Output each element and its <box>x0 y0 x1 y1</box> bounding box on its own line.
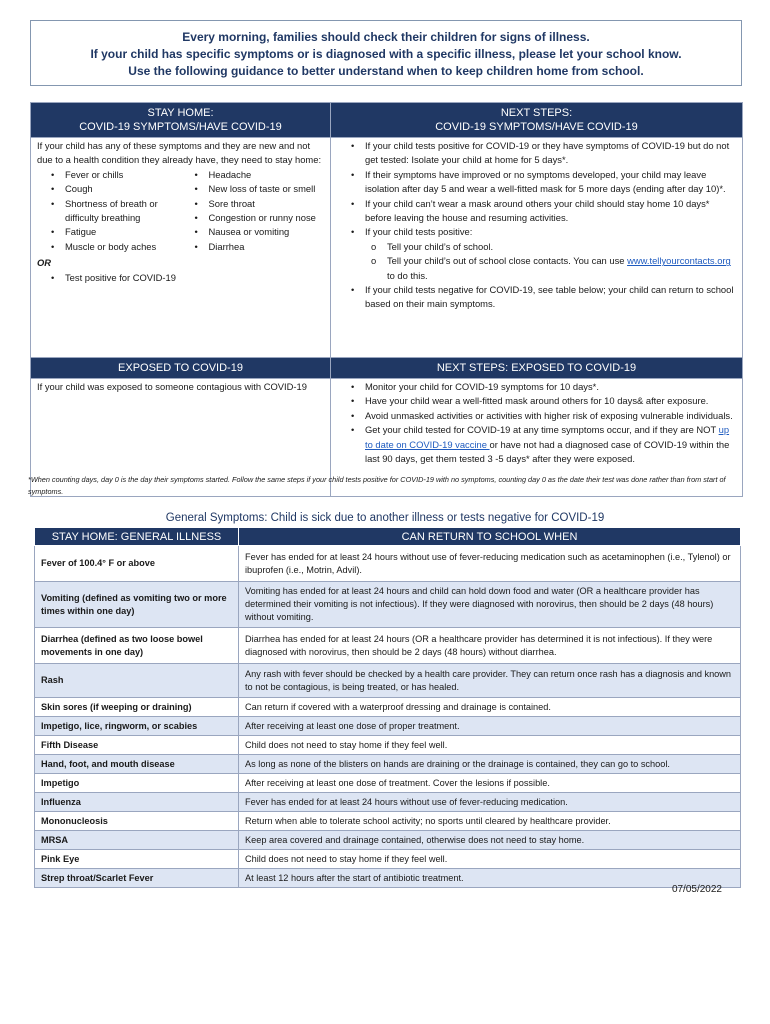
exposed-cell: If your child was exposed to someone contagious with COVID-19 <box>31 379 331 497</box>
next-steps-cell <box>331 138 743 358</box>
illness-cell: Mononucleosis <box>35 812 239 831</box>
symptom-item: • Nausea or vomiting <box>181 225 325 239</box>
return-cell: At least 12 hours after the start of antibiotic treatment. <box>239 869 741 888</box>
intro-line-3: Use the following guidance to better understand when to keep children home from school. <box>128 64 644 78</box>
next-step: • If your child tests negative for COVID-19, see table below; your child can return to school based on their main symptoms. <box>337 283 736 312</box>
illness-cell: Strep throat/Scarlet Fever <box>35 869 239 888</box>
illness-cell: Skin sores (if weeping or draining) <box>35 698 239 717</box>
return-cell: Return when able to tolerate school activity; no sports until cleared by healthcare provider. <box>239 812 741 831</box>
exposed-next-steps-header: NEXT STEPS: EXPOSED TO COVID-19 <box>331 358 743 379</box>
stay-home-header: STAY HOME: COVID-19 SYMPTOMS/HAVE COVID-19 <box>31 103 331 138</box>
test-positive-item: • Test positive for COVID-19 <box>37 271 324 285</box>
symptom-item: • Cough <box>37 182 181 196</box>
table-row <box>35 717 741 736</box>
illness-cell: Impetigo, lice, ringworm, or scabies <box>35 717 239 736</box>
symptom-list-left <box>37 168 181 254</box>
table-row <box>35 546 741 582</box>
exposed-step: • Monitor your child for COVID-19 symptoms for 10 days*. <box>337 380 736 394</box>
symptom-item: • Fever or chills <box>37 168 181 182</box>
return-cell: Diarrhea has ended for at least 24 hours (OR a healthcare provider has determined it is not infectious). If they were diagnosed with norovirus, then should be 2 days (48 hours) without diarrhea. <box>239 628 741 664</box>
next-step: • If your child tests positive for COVID-19 or they have symptoms of COVID-19 but do not get tested: Isolate your child at home for 5 days*. <box>337 139 736 168</box>
exposed-step: • Have your child wear a well-fitted mask around others for 10 days& after exposure. <box>337 394 736 408</box>
exposed-step: • Get your child tested for COVID-19 at any time symptoms occur, and if they are NOT up to date on COVID-19 vaccine or have not had a diagnosed case of COVID-19 within the last 90 days, get them tested 3 -5 days* after they were exposed. <box>337 423 736 466</box>
illness-cell: Pink Eye <box>35 850 239 869</box>
table-row <box>35 812 741 831</box>
intro-line-1: Every morning, families should check their children for signs of illness. <box>182 30 590 44</box>
symptoms-intro: If your child has any of these symptoms and they are new and not due to a health condition they already have, they need to stay home: <box>37 140 322 166</box>
table-row <box>35 869 741 888</box>
or-label: OR <box>37 257 52 269</box>
return-cell: Any rash with fever should be checked by a health care provider. They can return once rash has a diagnosis and known to not be contagious, is being treated, or has healed. <box>239 664 741 698</box>
next-step: • If your child can’t wear a mask around others your child should stay home 10 days* before leaving the house and resuming activities. <box>337 197 736 226</box>
document-date: 07/05/2022 <box>671 884 722 895</box>
return-cell: Can return if covered with a waterproof dressing and drainage is contained. <box>239 698 741 717</box>
exposed-step: • Avoid unmasked activities or activities with higher risk of exposing vulnerable individuals. <box>337 409 736 423</box>
table-row <box>35 755 741 774</box>
sub-step: o Tell your child’s of school. <box>365 240 736 254</box>
table-row <box>35 582 741 628</box>
table-row <box>35 831 741 850</box>
illness-cell: Diarrhea (defined as two loose bowel movements in one day) <box>35 628 239 664</box>
footnote: *When counting days, day 0 is the day their symptoms started. Follow the same steps if your child tests positive for COVID-19 with no symptoms, counting day 0 as the date their test was done rather than from start of symptoms. <box>28 475 726 496</box>
vaccine-link[interactable]: up to date on COVID-19 vaccine <box>365 424 730 450</box>
return-cell: Fever has ended for at least 24 hours without use of fever-reducing medication such as acetaminophen (i.e., Tylenol) or ibuprofen (i.e., Motrin, Advil). <box>239 546 741 582</box>
next-steps-header: NEXT STEPS: COVID-19 SYMPTOMS/HAVE COVID-19 <box>331 103 743 138</box>
symptoms-cell <box>31 138 331 358</box>
symptom-item: • Headache <box>181 168 325 182</box>
return-cell: Fever has ended for at least 24 hours without use of fever-reducing medication. <box>239 793 741 812</box>
illness-cell: Vomiting (defined as vomiting two or more times within one day) <box>35 582 239 628</box>
covid-table <box>30 102 743 497</box>
table-row <box>35 736 741 755</box>
illness-cell: Fever of 100.4° F or above <box>35 546 239 582</box>
table-row <box>35 698 741 717</box>
intro-box <box>30 20 742 86</box>
illness-cell: Hand, foot, and mouth disease <box>35 755 239 774</box>
symptom-item: • Fatigue <box>37 225 181 239</box>
return-cell: Child does not need to stay home if they feel well. <box>239 850 741 869</box>
illness-cell: Influenza <box>35 793 239 812</box>
return-cell: As long as none of the blisters on hands are draining or the drainage is contained, they can go to school. <box>239 755 741 774</box>
table-row <box>35 628 741 664</box>
tellyourcontacts-link[interactable]: www.tellyourcontacts.org <box>627 255 731 267</box>
table-row <box>35 664 741 698</box>
return-cell: Vomiting has ended for at least 24 hours and child can hold down food and water (OR a healthcare provider has determined their vomiting is not infectious). If they were diagnosed with norovirus, then should be 2 days (48 hours) without vomiting. <box>239 582 741 628</box>
symptom-item: • Sore throat <box>181 197 325 211</box>
symptom-item: • Muscle or body aches <box>37 240 181 254</box>
table-row <box>35 850 741 869</box>
table-row <box>35 793 741 812</box>
symptom-lists <box>37 168 324 254</box>
exposed-header: EXPOSED TO COVID-19 <box>31 358 331 379</box>
symptom-list-right <box>181 168 325 254</box>
illness-cell: Fifth Disease <box>35 736 239 755</box>
return-cell: After receiving at least one dose of proper treatment. <box>239 717 741 736</box>
next-step: • If their symptoms have improved or no symptoms developed, your child may leave isolation after day 5 and wear a well-fitted mask for 5 more days (ending after day 10)*. <box>337 168 736 197</box>
illness-cell: MRSA <box>35 831 239 850</box>
symptom-item: • New loss of taste or smell <box>181 182 325 196</box>
return-cell: Keep area covered and drainage contained, otherwise does not need to stay home. <box>239 831 741 850</box>
general-col-2: CAN RETURN TO SCHOOL WHEN <box>239 528 741 546</box>
illness-cell: Rash <box>35 664 239 698</box>
illness-cell: Impetigo <box>35 774 239 793</box>
general-col-1: STAY HOME: GENERAL ILLNESS <box>35 528 239 546</box>
general-table <box>34 527 741 888</box>
return-cell: Child does not need to stay home if they feel well. <box>239 736 741 755</box>
intro-line-2: If your child has specific symptoms or is diagnosed with a specific illness, please let your school know. <box>90 47 682 61</box>
general-title: General Symptoms: Child is sick due to another illness or tests negative for COVID-19 <box>165 512 605 524</box>
return-cell: After receiving at least one dose of treatment. Cover the lesions if possible. <box>239 774 741 793</box>
sub-step: o Tell your child’s out of school close contacts. You can use www.tellyourcontacts.org to do this. <box>365 254 736 283</box>
symptom-item: • Shortness of breath or difficulty breathing <box>37 197 181 226</box>
symptom-item: • Congestion or runny nose <box>181 211 325 225</box>
symptom-item: • Diarrhea <box>181 240 325 254</box>
table-row <box>35 774 741 793</box>
next-step: • If your child tests positive: o Tell your child’s of school. o Tell your child’s out of school close contacts. You can use www.tellyourcontacts.org to do this. <box>337 225 736 283</box>
